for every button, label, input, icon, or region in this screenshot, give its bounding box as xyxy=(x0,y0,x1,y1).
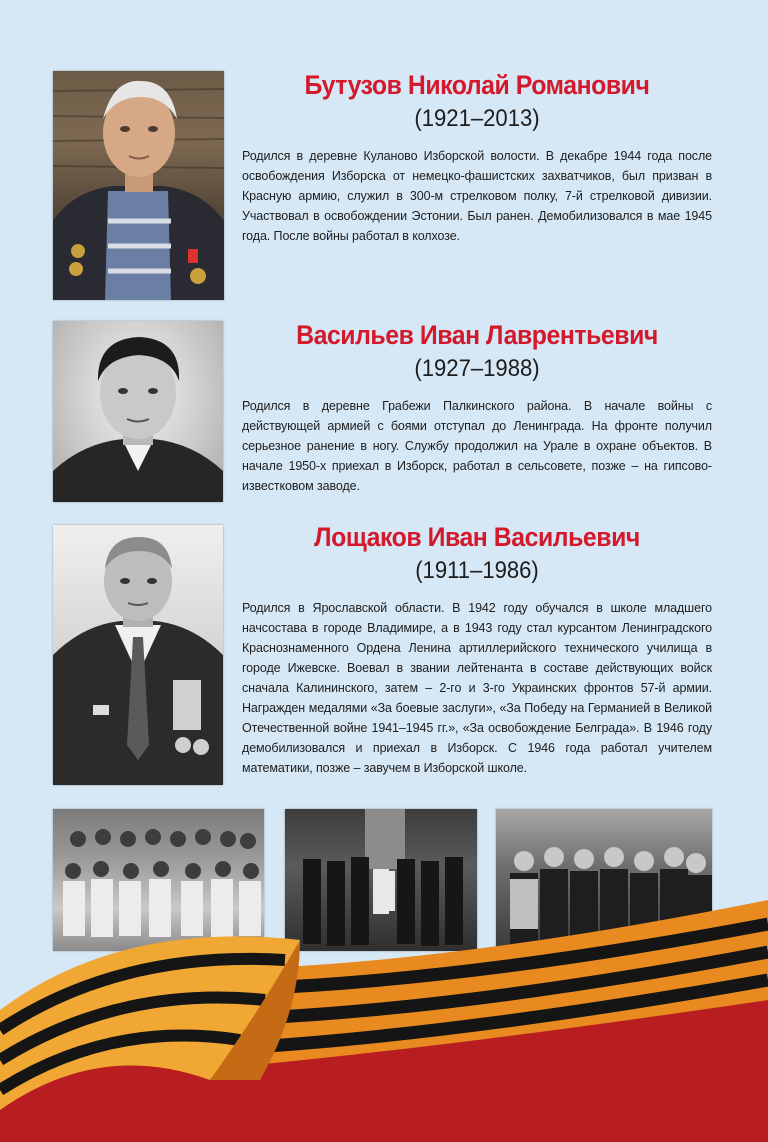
veteran-name: Васильев Иван Лаврентьевич xyxy=(296,320,658,350)
veteran-biography: Родился в деревне Куланово Изборской волости. В декабре 1944 года после освобождения Изборска от немецко-фашистских захватчиков, был призван в Красную армию, служил в 300-м стрелковом полку, 7-й стрелковой дивизии. Участвовал в освобождении Эстонии. Был ранен. Демобилизовался в мае 1945 года. После войны работал в колхозе. xyxy=(242,149,712,243)
biography-entry-3 xyxy=(242,520,712,778)
biography-entry-1 xyxy=(242,68,712,246)
veteran-biography: Родился в деревне Грабежи Палкинского района. В начале войны с действующей армией с боями отступал до Ленинграда. На фронте получил серьезное ранение в ногу. Службу продолжил на Урале в охране объектов. В начале 1950-х приехал в Изборск, работал в сельсовете, позже – на гипсово-известковом заводе. xyxy=(242,399,712,493)
veteran-name: Лощаков Иван Васильевич xyxy=(314,522,640,552)
portrait-loshchakov-image xyxy=(53,525,223,785)
biography-entry-2 xyxy=(242,318,712,496)
veteran-years: (1921–2013) xyxy=(414,105,540,132)
veteran-biography: Родился в Ярославской области. В 1942 году обучался в школе младшего начсостава в городе Владимире, а в 1943 году стал курсантом Ленинградского Краснознаменного Ордена Ленина артиллерийского технического училища в городе Ижевске. Воевал в звании лейтенанта в составе действующих войск сначала Калининского, затем – 2-го и 3-го Украинских фронтов 57-й армии. Награжден медалями «За боевые заслуги», «За Победу на Германией в Великой Отечественной войне 1941–1945 гг.», «За освобождение Белграда». В 1946 году демобилизовался и приехал в Изборск. С 1946 года работал учителем математики, позже – завучем в Изборской школе. xyxy=(242,601,712,775)
veteran-years: (1927–1988) xyxy=(414,355,540,382)
portrait-butuzov xyxy=(53,71,224,300)
portrait-butuzov-image xyxy=(53,71,224,300)
st-george-ribbon xyxy=(0,880,768,1142)
portrait-vasiliev-image xyxy=(53,321,223,502)
veteran-years: (1911–1986) xyxy=(415,557,539,584)
portrait-vasiliev xyxy=(53,321,223,502)
veteran-name: Бутузов Николай Романович xyxy=(304,70,650,100)
portrait-loshchakov xyxy=(53,525,223,785)
